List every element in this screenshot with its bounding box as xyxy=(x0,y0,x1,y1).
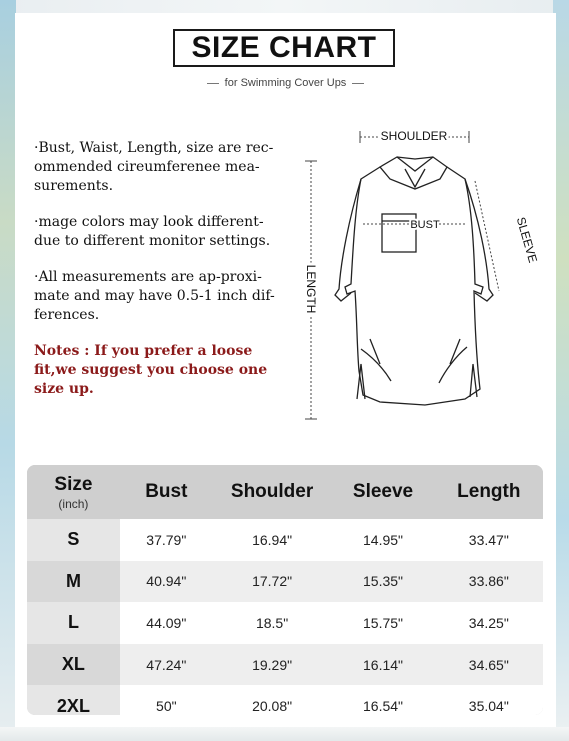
sleeve-cell: 15.35" xyxy=(331,561,434,603)
shoulder-label: SHOULDER xyxy=(380,129,448,143)
size-chart-card xyxy=(15,13,556,727)
note-text: ·All measurements are ap-proxi-mate and may have 0.5-1 inch dif-ferences. xyxy=(34,269,275,323)
shoulder-cell: 17.72" xyxy=(213,561,332,603)
shoulder-cell: 18.5" xyxy=(213,602,332,644)
length-cell: 33.47" xyxy=(435,519,543,561)
size-cell: S xyxy=(27,519,120,561)
note-text: ·Bust, Waist, Length, size are rec-ommended cireumferenee mea-surements. xyxy=(34,140,274,194)
length-cell: 33.86" xyxy=(435,561,543,603)
shirt-diagram xyxy=(285,109,545,429)
size-cell: L xyxy=(27,602,120,644)
size-cell: 2XL xyxy=(27,685,120,715)
shoulder-cell: 19.29" xyxy=(213,644,332,686)
header-shoulder: Shoulder xyxy=(213,465,332,519)
shoulder-cell: 20.08" xyxy=(213,685,332,715)
bottom-background-strip xyxy=(0,727,569,741)
bust-cell: 47.24" xyxy=(120,644,213,686)
size-cell: M xyxy=(27,561,120,603)
table-row xyxy=(27,561,543,603)
length-cell: 34.25" xyxy=(435,602,543,644)
sleeve-cell: 15.75" xyxy=(331,602,434,644)
loose-fit-notice: Notes : If you prefer a loose fit,we suggest you choose one size up. xyxy=(34,343,268,397)
size-cell: XL xyxy=(27,644,120,686)
page-subtitle xyxy=(15,77,556,89)
header-size: Size (inch) xyxy=(27,465,120,519)
subtitle-text: for Swimming Cover Ups xyxy=(224,77,347,89)
subtitle-dash-right xyxy=(352,83,364,84)
background-left-decoration xyxy=(0,0,16,741)
sleeve-cell: 16.54" xyxy=(331,685,434,715)
bust-cell: 37.79" xyxy=(120,519,213,561)
sleeve-cell: 16.14" xyxy=(331,644,434,686)
length-cell: 35.04" xyxy=(435,685,543,715)
shirt-body-outline xyxy=(345,167,483,405)
length-label: LENGTH xyxy=(304,264,318,314)
bust-label: BUST xyxy=(410,219,440,231)
sleeve-cell: 14.95" xyxy=(331,519,434,561)
length-cell: 34.65" xyxy=(435,644,543,686)
table-row xyxy=(27,519,543,561)
sleeve-label: SLEEVE xyxy=(513,215,541,265)
table-row xyxy=(27,685,543,715)
bust-cell: 50" xyxy=(120,685,213,715)
table-row xyxy=(27,644,543,686)
size-table-container xyxy=(27,465,543,715)
bust-cell: 44.09" xyxy=(120,602,213,644)
bust-cell: 40.94" xyxy=(120,561,213,603)
header-bust: Bust xyxy=(120,465,213,519)
sleeve-measure-line xyxy=(475,181,499,291)
page-title: SIZE CHART xyxy=(173,29,395,67)
table-header-row xyxy=(27,465,543,519)
shoulder-cell: 16.94" xyxy=(213,519,332,561)
notes-block xyxy=(34,139,279,416)
left-sleeve xyxy=(335,179,361,301)
header-size-unit: (inch) xyxy=(58,496,89,511)
header-length: Length xyxy=(435,465,543,519)
size-table xyxy=(27,465,543,715)
note-text: ·mage colors may look different-due to different monitor settings. xyxy=(34,214,271,249)
subtitle-dash-left xyxy=(207,83,219,84)
right-drawstring xyxy=(470,364,477,397)
table-row xyxy=(27,602,543,644)
header-sleeve: Sleeve xyxy=(331,465,434,519)
